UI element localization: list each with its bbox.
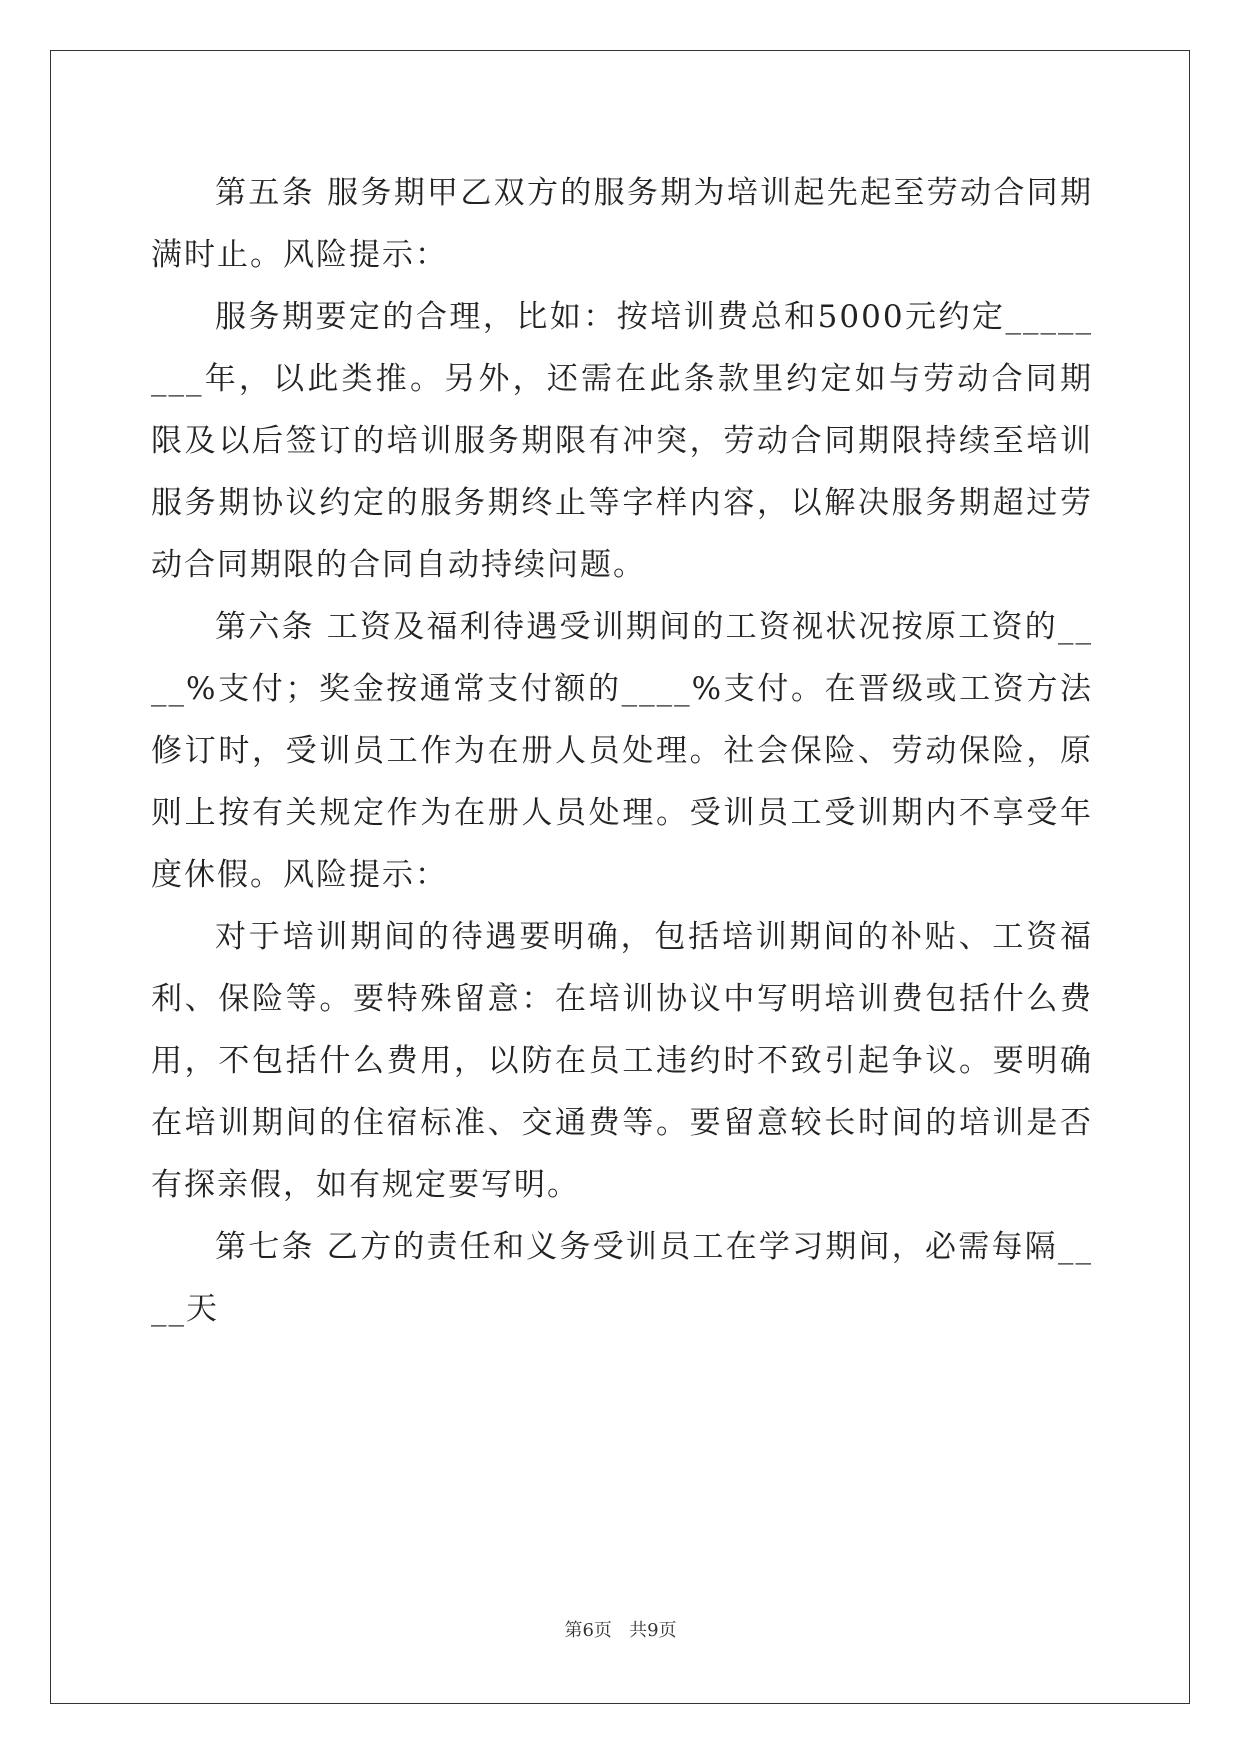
paragraph-article-6-risk-note: 对于培训期间的待遇要明确，包括培训期间的补贴、工资福利、保险等。要特殊留意：在培训协议中写明培训费包括什么费用，不包括什么费用，以防在员工违约时不致引起争议。要明确在培训期间的住宿标准、交通费等。要留意较长时间的培训是否有探亲假，如有规定要写明。 <box>151 919 1093 1203</box>
paragraph-article-5-risk-note: 服务期要定的合理，比如：按培训费总和5000元约定________年，以此类推。另外，还需在此条款里约定如与劳动合同期限及以后签订的培训服务期限有冲突，劳动合同期限持续至培训服务期协议约定的服务期终止等字样内容，以解决服务期超过劳动合同期限的合同自动持续问题。 <box>151 299 1093 583</box>
page-number: 第6页 共9页 <box>564 1620 677 1641</box>
paragraph-article-5: 第五条 服务期甲乙双方的服务期为培训起先起至劳动合同期满时止。风险提示： <box>151 175 1093 273</box>
paragraph-article-7: 第七条 乙方的责任和义务受训员工在学习期间，必需每隔____天 <box>151 1229 1093 1327</box>
document-body <box>151 162 1093 1340</box>
paragraph-article-6: 第六条 工资及福利待遇受训期间的工资视状况按原工资的____%支付；奖金按通常支付额的____%支付。在晋级或工资方法修订时，受训员工作为在册人员处理。社会保险、劳动保险，原则上按有关规定作为在册人员处理。受训员工受训期内不享受年度休假。风险提示： <box>151 609 1093 893</box>
